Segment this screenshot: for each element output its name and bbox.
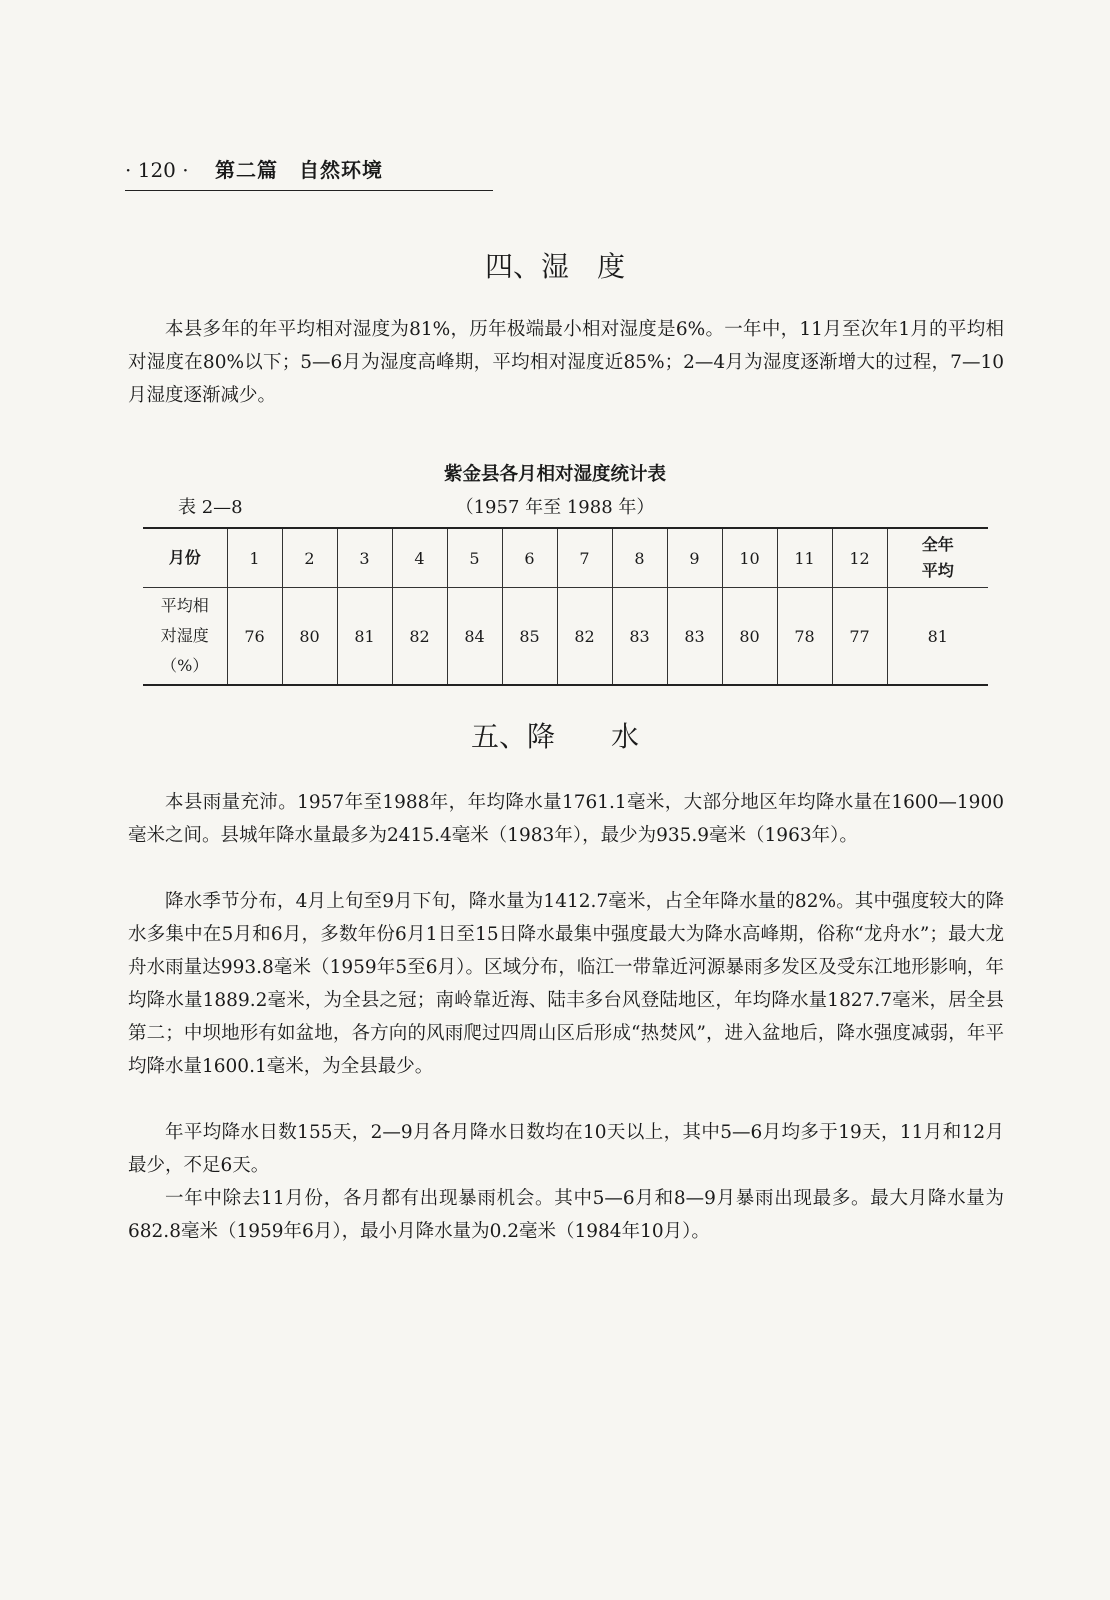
row-label-line3: （%） xyxy=(161,656,209,675)
month-header: 月份 xyxy=(143,528,227,588)
table-header-row xyxy=(143,528,988,588)
row-label-line2: 对湿度 xyxy=(160,626,209,645)
month-cell: 4 xyxy=(392,528,447,588)
month-cell: 7 xyxy=(557,528,612,588)
value-cell: 81 xyxy=(337,588,392,686)
humidity-paragraph: 本县多年的年平均相对湿度为81%，历年极端最小相对湿度是6%。一年中，11月至次年1月的平均相对湿度在80%以下；5—6月为湿度高峰期，平均相对湿度近85%；2—4月为湿度逐渐增大的过程，7—10月湿度逐渐减少。 xyxy=(128,319,1004,406)
humidity-table xyxy=(143,527,988,686)
value-cell: 80 xyxy=(722,588,777,686)
table-number: 表 2—8 xyxy=(178,497,243,518)
annual-header-line2: 平均 xyxy=(921,561,954,580)
precip-paragraph-4: 一年中除去11月份，各月都有出现暴雨机会。其中5—6月和8—9月暴雨出现最多。最大月降水量为682.8毫米（1959年6月），最小月降水量为0.2毫米（1984年10月）。 xyxy=(128,1188,1005,1242)
month-cell: 9 xyxy=(667,528,722,588)
table-title: 紫金县各月相对湿度统计表 xyxy=(443,464,666,485)
value-cell: 85 xyxy=(502,588,557,686)
value-cell: 84 xyxy=(447,588,502,686)
value-cell: 77 xyxy=(832,588,887,686)
value-cell: 76 xyxy=(227,588,282,686)
month-cell: 2 xyxy=(282,528,337,588)
value-cell: 83 xyxy=(612,588,667,686)
row-label xyxy=(143,588,227,686)
value-cell: 80 xyxy=(282,588,337,686)
precip-paragraph-2: 降水季节分布，4月上旬至9月下旬，降水量为1412.7毫米，占全年降水量的82%。其中强度较大的降水多集中在5月和6月，多数年份6月1日至15日降水最集中强度最大为降水高峰期，俗称“龙舟水”；最大龙舟水雨量达993.8毫米（1959年5至6月）。区域分布，临江一带靠近河源暴雨多发区及受东江地形影响，年均降水量1889.2毫米，为全县之冠；南岭靠近海、陆丰多台风登陆地区，年均降水量1827.7毫米，居全县第二；中坝地形有如盆地，各方向的风雨爬过四周山区后形成“热焚风”，进入盆地后，降水强度减弱，年平均降水量1600.1毫米，为全县最少。 xyxy=(128,891,1004,1077)
value-cell: 82 xyxy=(557,588,612,686)
row-label-line1: 平均相 xyxy=(160,596,209,615)
section-heading-humidity: 四、湿 度 xyxy=(484,250,625,283)
month-cell: 3 xyxy=(337,528,392,588)
month-cell: 1 xyxy=(227,528,282,588)
value-cell: 83 xyxy=(667,588,722,686)
table-period: （1957 年至 1988 年） xyxy=(455,497,655,518)
month-cell: 10 xyxy=(722,528,777,588)
page-number: · 120 · xyxy=(125,158,189,182)
annual-value-cell: 81 xyxy=(887,588,988,686)
month-cell: 11 xyxy=(777,528,832,588)
table-data-row xyxy=(143,588,988,686)
month-cell: 5 xyxy=(447,528,502,588)
month-cell: 12 xyxy=(832,528,887,588)
chapter-title: 第二篇 自然环境 xyxy=(214,158,383,182)
running-header xyxy=(125,155,493,191)
annual-header xyxy=(887,528,988,588)
value-cell: 82 xyxy=(392,588,447,686)
section-heading-precipitation: 五、降 水 xyxy=(470,720,639,753)
value-cell: 78 xyxy=(777,588,832,686)
month-cell: 6 xyxy=(502,528,557,588)
month-cell: 8 xyxy=(612,528,667,588)
annual-header-line1: 全年 xyxy=(921,535,954,554)
precip-paragraph-1: 本县雨量充沛。1957年至1988年，年均降水量1761.1毫米，大部分地区年均降水量在1600—1900毫米之间。县城年降水量最多为2415.4毫米（1983年），最少为935.9毫米（1963年）。 xyxy=(128,792,1004,846)
precip-paragraph-3: 年平均降水日数155天，2—9月各月降水日数均在10天以上，其中5—6月均多于19天，11月和12月最少，不足6天。 xyxy=(128,1122,1004,1176)
